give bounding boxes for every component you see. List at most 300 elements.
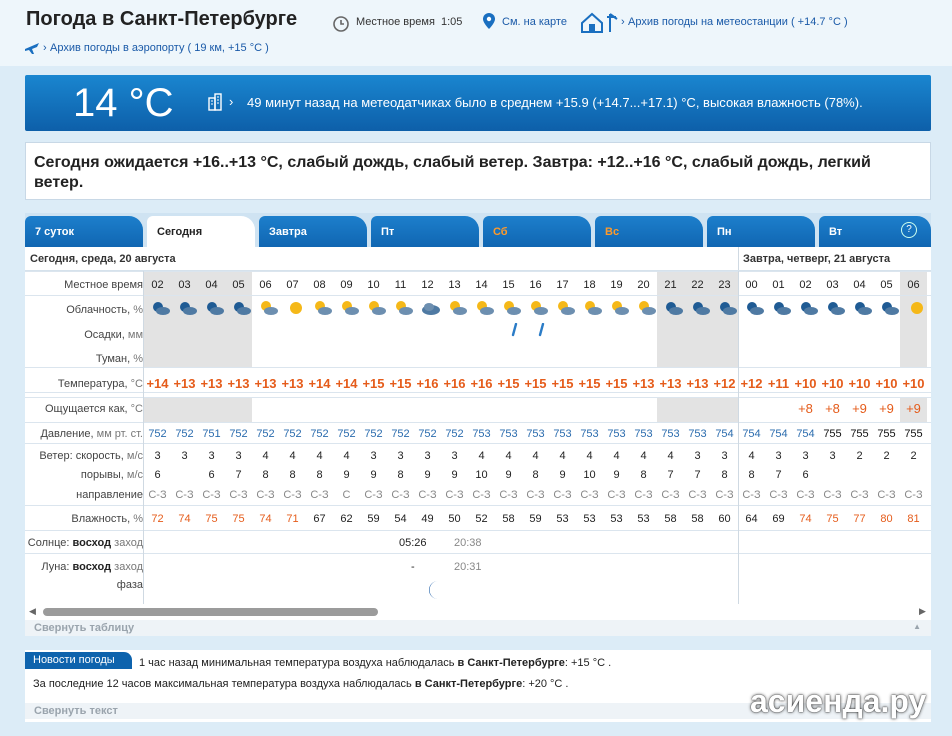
temp-cell: +15 xyxy=(389,376,412,391)
sun-cloud-icon xyxy=(309,299,336,320)
pressure-cell: 752 xyxy=(229,428,248,440)
wind-speed-cell: 4 xyxy=(316,450,323,462)
wind-dir-cell: С-З xyxy=(580,489,599,501)
wind-dir-cell: С-З xyxy=(391,489,410,501)
news-badge: Новости погоды xyxy=(25,652,132,669)
gust-cell: 10 xyxy=(475,469,488,481)
day-header-today: Сегодня, среда, 20 августа xyxy=(25,247,738,271)
gust-cell: 9 xyxy=(370,469,377,481)
wind-speed-cell: 2 xyxy=(883,450,890,462)
hour-cell: 07 xyxy=(286,279,299,291)
tab-fri[interactable]: Пт xyxy=(371,216,479,247)
night-shade xyxy=(144,397,252,423)
night-cloud-icon xyxy=(741,299,768,320)
scrollbar-thumb[interactable] xyxy=(43,608,378,616)
feels-cell: +8 xyxy=(825,401,840,416)
wind-speed-cell: 2 xyxy=(910,450,917,462)
temp-cell: +13 xyxy=(686,376,709,391)
label-sun: Солнце: восход заход xyxy=(27,537,143,549)
hour-cell: 14 xyxy=(475,279,488,291)
hour-cell: 03 xyxy=(826,279,839,291)
collapse-table-button[interactable]: Свернуть таблицу ▲ xyxy=(25,620,931,636)
gust-cell: 8 xyxy=(721,469,728,481)
humidity-cell: 52 xyxy=(475,513,488,525)
forecast-summary xyxy=(25,142,931,200)
label-fog: Туман, % xyxy=(95,353,143,365)
arrow-right-icon: › xyxy=(229,94,234,109)
pressure-cell: 753 xyxy=(634,428,653,440)
pressure-cell: 753 xyxy=(580,428,599,440)
gust-cell: 9 xyxy=(559,469,566,481)
temp-cell: +10 xyxy=(821,376,844,391)
humidity-cell: 69 xyxy=(772,513,785,525)
pressure-cell: 753 xyxy=(661,428,680,440)
day-header-tomorrow: Завтра, четверг, 21 августа xyxy=(738,247,931,271)
pressure-cell: 752 xyxy=(283,428,302,440)
map-pin-icon[interactable] xyxy=(483,13,495,32)
wind-speed-cell: 4 xyxy=(289,450,296,462)
hour-cell: 01 xyxy=(772,279,785,291)
temp-cell: +13 xyxy=(281,376,304,391)
hour-cell: 06 xyxy=(907,279,920,291)
row-divider xyxy=(25,443,931,444)
label-humidity: Влажность, % xyxy=(71,513,143,525)
wind-speed-cell: 3 xyxy=(397,450,404,462)
hour-cell: 15 xyxy=(502,279,515,291)
temp-cell: +16 xyxy=(443,376,466,391)
wind-speed-cell: 4 xyxy=(748,450,755,462)
wind-speed-cell: 4 xyxy=(613,450,620,462)
night-cloud-icon xyxy=(687,299,714,320)
forecast-text: Сегодня ожидается +16..+13 °C, слабый дождь, слабый ветер. Завтра: +12..+16 °C, слабый дождь, легкий ветер. xyxy=(34,154,871,191)
temp-cell: +13 xyxy=(659,376,682,391)
sun-cloud-icon xyxy=(552,299,579,320)
hour-cell: 05 xyxy=(880,279,893,291)
temp-cell: +13 xyxy=(254,376,277,391)
humidity-cell: 58 xyxy=(502,513,515,525)
building-icon xyxy=(207,93,223,116)
temp-cell: +13 xyxy=(632,376,655,391)
wind-dir-cell: С-З xyxy=(634,489,653,501)
temp-cell: +12 xyxy=(713,376,736,391)
local-time: 1:05 xyxy=(441,16,463,28)
wind-speed-cell: 3 xyxy=(829,450,836,462)
night-shade xyxy=(657,397,738,423)
current-description: 49 минут назад на метеодатчиках было в среднем +15.9 (+14.7...+17.1) °C, высокая влажность (78%). xyxy=(247,95,863,110)
pressure-cell: 754 xyxy=(796,428,815,440)
news-line-2: За последние 12 часов максимальная температура воздуха наблюдалась в Санкт-Петербурге: +20 °C . xyxy=(33,678,569,690)
gust-cell: 8 xyxy=(316,469,323,481)
wind-speed-cell: 4 xyxy=(478,450,485,462)
hour-cell: 00 xyxy=(745,279,758,291)
night-cloud-icon xyxy=(768,299,795,320)
collapse-text-button[interactable]: Свернуть текст xyxy=(25,703,931,719)
gust-cell: 9 xyxy=(343,469,350,481)
wind-speed-cell: 3 xyxy=(694,450,701,462)
night-cloud-icon xyxy=(795,299,822,320)
temp-cell: +13 xyxy=(200,376,223,391)
label-feels: Ощущается как, °C xyxy=(44,403,143,415)
gust-cell: 8 xyxy=(748,469,755,481)
sun-icon xyxy=(282,299,309,320)
pressure-cell: 755 xyxy=(877,428,896,440)
temp-cell: +15 xyxy=(578,376,601,391)
label-temp: Температура, °C xyxy=(57,378,143,390)
pressure-cell: 751 xyxy=(202,428,221,440)
label-direction: направление xyxy=(76,489,143,501)
table-scrollbar[interactable] xyxy=(25,604,931,620)
news-line-1: 1 час назад минимальная температура воздуха наблюдалась в Санкт-Петербурге: +15 °C . xyxy=(139,657,612,669)
pressure-cell: 752 xyxy=(418,428,437,440)
sun-cloud-icon xyxy=(471,299,498,320)
temp-cell: +10 xyxy=(794,376,817,391)
humidity-cell: 75 xyxy=(232,513,245,525)
tab-tomorrow[interactable]: Завтра xyxy=(259,216,367,247)
pressure-cell: 753 xyxy=(607,428,626,440)
gust-cell: 9 xyxy=(451,469,458,481)
row-divider xyxy=(25,271,931,272)
temp-cell: +14 xyxy=(308,376,331,391)
humidity-cell: 53 xyxy=(556,513,569,525)
wind-dir-cell: С-З xyxy=(688,489,707,501)
gust-cell: 7 xyxy=(667,469,674,481)
feels-cell: +9 xyxy=(906,401,921,416)
row-divider xyxy=(25,295,931,296)
help-icon[interactable]: ? xyxy=(901,222,917,238)
humidity-cell: 77 xyxy=(853,513,866,525)
sun-cloud-icon xyxy=(579,299,606,320)
arrow-right-icon: › xyxy=(43,42,47,54)
feels-cell: +8 xyxy=(798,401,813,416)
label-precip: Осадки, мм xyxy=(84,329,143,341)
hour-cell: 09 xyxy=(340,279,353,291)
moon-phase-icon xyxy=(428,580,444,603)
hourly-forecast-table xyxy=(25,247,931,621)
pressure-cell: 754 xyxy=(715,428,734,440)
pressure-cell: 753 xyxy=(553,428,572,440)
humidity-cell: 75 xyxy=(205,513,218,525)
temp-cell: +16 xyxy=(470,376,493,391)
wind-dir-cell: С-З xyxy=(310,489,329,501)
humidity-cell: 53 xyxy=(610,513,623,525)
pressure-cell: 753 xyxy=(472,428,491,440)
wind-dir-cell: С-З xyxy=(796,489,815,501)
hour-cell: 13 xyxy=(448,279,461,291)
hour-cell: 02 xyxy=(151,279,164,291)
chevron-up-icon: ▲ xyxy=(913,622,921,631)
page-title: Погода в Санкт-Петербурге xyxy=(26,8,298,30)
gust-cell: 10 xyxy=(583,469,596,481)
moonset-time: 20:31 xyxy=(454,561,482,573)
scroll-right-icon[interactable]: ▶ xyxy=(919,606,926,616)
humidity-cell: 62 xyxy=(340,513,353,525)
sun-cloud-icon xyxy=(444,299,471,320)
sunset-time: 20:38 xyxy=(454,537,482,549)
temp-cell: +15 xyxy=(362,376,385,391)
label-time: Местное время xyxy=(64,279,143,291)
temp-cell: +10 xyxy=(875,376,898,391)
night-cloud-icon xyxy=(849,299,876,320)
night-cloud-icon xyxy=(876,299,903,320)
temp-cell: +14 xyxy=(335,376,358,391)
label-cloud: Облачность, % xyxy=(66,304,143,316)
temp-cell: +15 xyxy=(605,376,628,391)
night-cloud-icon xyxy=(174,299,201,320)
night-cloud-icon xyxy=(714,299,741,320)
tab-tue[interactable]: Вт xyxy=(819,216,931,247)
wind-dir-cell: С-З xyxy=(850,489,869,501)
sun-cloud-icon xyxy=(606,299,633,320)
rain-drop-icon xyxy=(528,323,555,340)
local-time-label: Местное время xyxy=(356,16,435,28)
label-moon: Луна: восход заход xyxy=(41,561,143,573)
tab-today[interactable]: Сегодня xyxy=(147,216,255,247)
hour-cell: 03 xyxy=(178,279,191,291)
gust-cell: 8 xyxy=(397,469,404,481)
wind-dir-cell: С-З xyxy=(418,489,437,501)
gust-cell: 8 xyxy=(289,469,296,481)
sun-cloud-icon xyxy=(255,299,282,320)
airplane-icon xyxy=(24,40,40,59)
night-cloud-icon xyxy=(201,299,228,320)
airport-archive-link[interactable]: Архив погоды в аэропорту ( 19 км, +15 °C ) xyxy=(50,42,269,54)
pressure-cell: 752 xyxy=(337,428,356,440)
wind-speed-cell: 4 xyxy=(667,450,674,462)
row-divider xyxy=(25,553,931,554)
pressure-cell: 752 xyxy=(310,428,329,440)
temp-cell: +10 xyxy=(848,376,871,391)
wind-speed-cell: 4 xyxy=(343,450,350,462)
wind-speed-cell: 4 xyxy=(586,450,593,462)
pressure-cell: 754 xyxy=(769,428,788,440)
humidity-cell: 64 xyxy=(745,513,758,525)
wind-dir-cell: С-З xyxy=(445,489,464,501)
temp-cell: +16 xyxy=(416,376,439,391)
humidity-cell: 71 xyxy=(286,513,299,525)
tab-sun[interactable]: Вс xyxy=(595,216,703,247)
wind-speed-cell: 3 xyxy=(370,450,377,462)
pressure-cell: 753 xyxy=(499,428,518,440)
wind-dir-cell: С-З xyxy=(175,489,194,501)
wind-dir-cell: С-З xyxy=(229,489,248,501)
hour-cell: 02 xyxy=(799,279,812,291)
humidity-cell: 54 xyxy=(394,513,407,525)
hour-cell: 04 xyxy=(853,279,866,291)
wind-speed-cell: 3 xyxy=(208,450,215,462)
gust-cell: 9 xyxy=(505,469,512,481)
wind-dir-cell: С-З xyxy=(553,489,572,501)
humidity-cell: 58 xyxy=(691,513,704,525)
label-pressure: Давление, мм рт. ст. xyxy=(40,428,143,440)
map-link[interactable]: См. на карте xyxy=(502,16,567,28)
temp-cell: +15 xyxy=(551,376,574,391)
sun-cloud-icon xyxy=(363,299,390,320)
gust-cell: 9 xyxy=(424,469,431,481)
temp-cell: +11 xyxy=(767,376,790,391)
hour-cell: 19 xyxy=(610,279,623,291)
temp-cell: +13 xyxy=(227,376,250,391)
pressure-cell: 752 xyxy=(175,428,194,440)
scroll-left-icon[interactable]: ◀ xyxy=(29,606,36,616)
weather-station-icon xyxy=(580,11,622,36)
gust-cell: 6 xyxy=(208,469,215,481)
pressure-cell: 752 xyxy=(148,428,167,440)
tab-mon[interactable]: Пн xyxy=(707,216,815,247)
gust-cell: 6 xyxy=(154,469,161,481)
pressure-cell: 753 xyxy=(526,428,545,440)
feels-cell: +9 xyxy=(879,401,894,416)
humidity-cell: 75 xyxy=(826,513,839,525)
current-temperature: 14 °C xyxy=(73,81,174,125)
station-archive-link[interactable]: Архив погоды на метеостанции ( +14.7 °C ) xyxy=(628,16,848,28)
label-wind: Ветер: скорость, м/с xyxy=(39,450,143,462)
hour-cell: 05 xyxy=(232,279,245,291)
wind-dir-cell: С-З xyxy=(769,489,788,501)
wind-dir-cell: С-З xyxy=(472,489,491,501)
gust-cell: 8 xyxy=(640,469,647,481)
wind-dir-cell: С-З xyxy=(364,489,383,501)
hour-cell: 04 xyxy=(205,279,218,291)
gust-cell: 7 xyxy=(694,469,701,481)
wind-speed-cell: 4 xyxy=(262,450,269,462)
humidity-cell: 59 xyxy=(367,513,380,525)
wind-dir-cell: С-З xyxy=(742,489,761,501)
humidity-cell: 74 xyxy=(799,513,812,525)
humidity-cell: 72 xyxy=(151,513,164,525)
tab-7-days[interactable]: 7 суток xyxy=(25,216,143,247)
watermark: асиенда.ру xyxy=(750,683,927,719)
humidity-cell: 50 xyxy=(448,513,461,525)
row-divider xyxy=(25,505,931,506)
hour-cell: 06 xyxy=(259,279,272,291)
hour-cell: 10 xyxy=(367,279,380,291)
wind-dir-cell: С-З xyxy=(283,489,302,501)
humidity-cell: 74 xyxy=(178,513,191,525)
tab-sat[interactable]: Сб xyxy=(483,216,591,247)
hour-cell: 08 xyxy=(313,279,326,291)
sun-cloud-icon xyxy=(633,299,660,320)
gust-cell: 8 xyxy=(532,469,539,481)
gust-cell: 6 xyxy=(802,469,809,481)
wind-speed-cell: 3 xyxy=(424,450,431,462)
hour-cell: 23 xyxy=(718,279,731,291)
arrow-right-icon: › xyxy=(621,16,625,28)
gust-cell: 8 xyxy=(262,469,269,481)
wind-dir-cell: С-З xyxy=(526,489,545,501)
wind-dir-cell: С-З xyxy=(661,489,680,501)
wind-dir-cell: С-З xyxy=(877,489,896,501)
humidity-cell: 58 xyxy=(664,513,677,525)
temp-cell: +10 xyxy=(902,376,925,391)
label-moon-phase: фаза xyxy=(116,579,143,591)
wind-speed-cell: 3 xyxy=(802,450,809,462)
hour-cell: 22 xyxy=(691,279,704,291)
hour-cell: 12 xyxy=(421,279,434,291)
humidity-cell: 80 xyxy=(880,513,893,525)
wind-speed-cell: 3 xyxy=(181,450,188,462)
humidity-cell: 60 xyxy=(718,513,731,525)
feels-cell: +9 xyxy=(852,401,867,416)
wind-dir-cell: С-З xyxy=(499,489,518,501)
pressure-cell: 752 xyxy=(445,428,464,440)
temp-cell: +15 xyxy=(524,376,547,391)
pressure-cell: 755 xyxy=(904,428,923,440)
cloud-icon xyxy=(417,299,444,320)
humidity-cell: 59 xyxy=(529,513,542,525)
sun-cloud-icon xyxy=(390,299,417,320)
hour-cell: 16 xyxy=(529,279,542,291)
wind-dir-cell: С-З xyxy=(715,489,734,501)
wind-speed-cell: 4 xyxy=(559,450,566,462)
gust-cell: 9 xyxy=(613,469,620,481)
sunrise-time: 05:26 xyxy=(399,537,427,549)
row-divider xyxy=(25,530,931,531)
humidity-cell: 53 xyxy=(637,513,650,525)
wind-dir-cell: С-З xyxy=(256,489,275,501)
pressure-cell: 754 xyxy=(742,428,761,440)
hour-cell: 11 xyxy=(394,279,407,291)
wind-dir-cell: С-З xyxy=(607,489,626,501)
temp-cell: +14 xyxy=(146,376,169,391)
clock-icon xyxy=(333,16,349,35)
day-tabs xyxy=(25,213,931,247)
hour-cell: 20 xyxy=(637,279,650,291)
row-divider xyxy=(25,397,931,398)
hour-cell: 21 xyxy=(664,279,677,291)
temp-cell: +12 xyxy=(740,376,763,391)
wind-speed-cell: 3 xyxy=(775,450,782,462)
night-cloud-icon xyxy=(822,299,849,320)
humidity-cell: 81 xyxy=(907,513,920,525)
night-cloud-icon xyxy=(228,299,255,320)
row-divider xyxy=(25,367,931,368)
current-weather-bar xyxy=(25,75,931,131)
sun-cloud-icon xyxy=(525,299,552,320)
night-cloud-icon xyxy=(660,299,687,320)
rain-drop-icon xyxy=(501,323,528,340)
wind-speed-cell: 3 xyxy=(451,450,458,462)
humidity-cell: 49 xyxy=(421,513,434,525)
night-cloud-icon xyxy=(147,299,174,320)
row-divider xyxy=(25,422,931,423)
gust-cell: 7 xyxy=(235,469,242,481)
page-header xyxy=(0,0,952,66)
pressure-cell: 752 xyxy=(256,428,275,440)
wind-dir-cell: С-З xyxy=(904,489,923,501)
humidity-cell: 53 xyxy=(583,513,596,525)
wind-dir-cell: С-З xyxy=(202,489,221,501)
wind-dir-cell: С-З xyxy=(823,489,842,501)
hour-cell: 18 xyxy=(583,279,596,291)
wind-speed-cell: 4 xyxy=(505,450,512,462)
pressure-cell: 752 xyxy=(391,428,410,440)
pressure-cell: 755 xyxy=(850,428,869,440)
wind-speed-cell: 3 xyxy=(154,450,161,462)
label-gusts: порывы, м/с xyxy=(80,469,143,481)
gust-cell: 7 xyxy=(775,469,782,481)
wind-speed-cell: 3 xyxy=(235,450,242,462)
temp-cell: +13 xyxy=(173,376,196,391)
humidity-cell: 74 xyxy=(259,513,272,525)
sun-icon xyxy=(903,299,930,320)
wind-speed-cell: 4 xyxy=(532,450,539,462)
hour-cell: 17 xyxy=(556,279,569,291)
temp-cell: +15 xyxy=(497,376,520,391)
sun-cloud-icon xyxy=(336,299,363,320)
humidity-cell: 67 xyxy=(313,513,326,525)
sun-cloud-icon xyxy=(498,299,525,320)
wind-speed-cell: 3 xyxy=(721,450,728,462)
